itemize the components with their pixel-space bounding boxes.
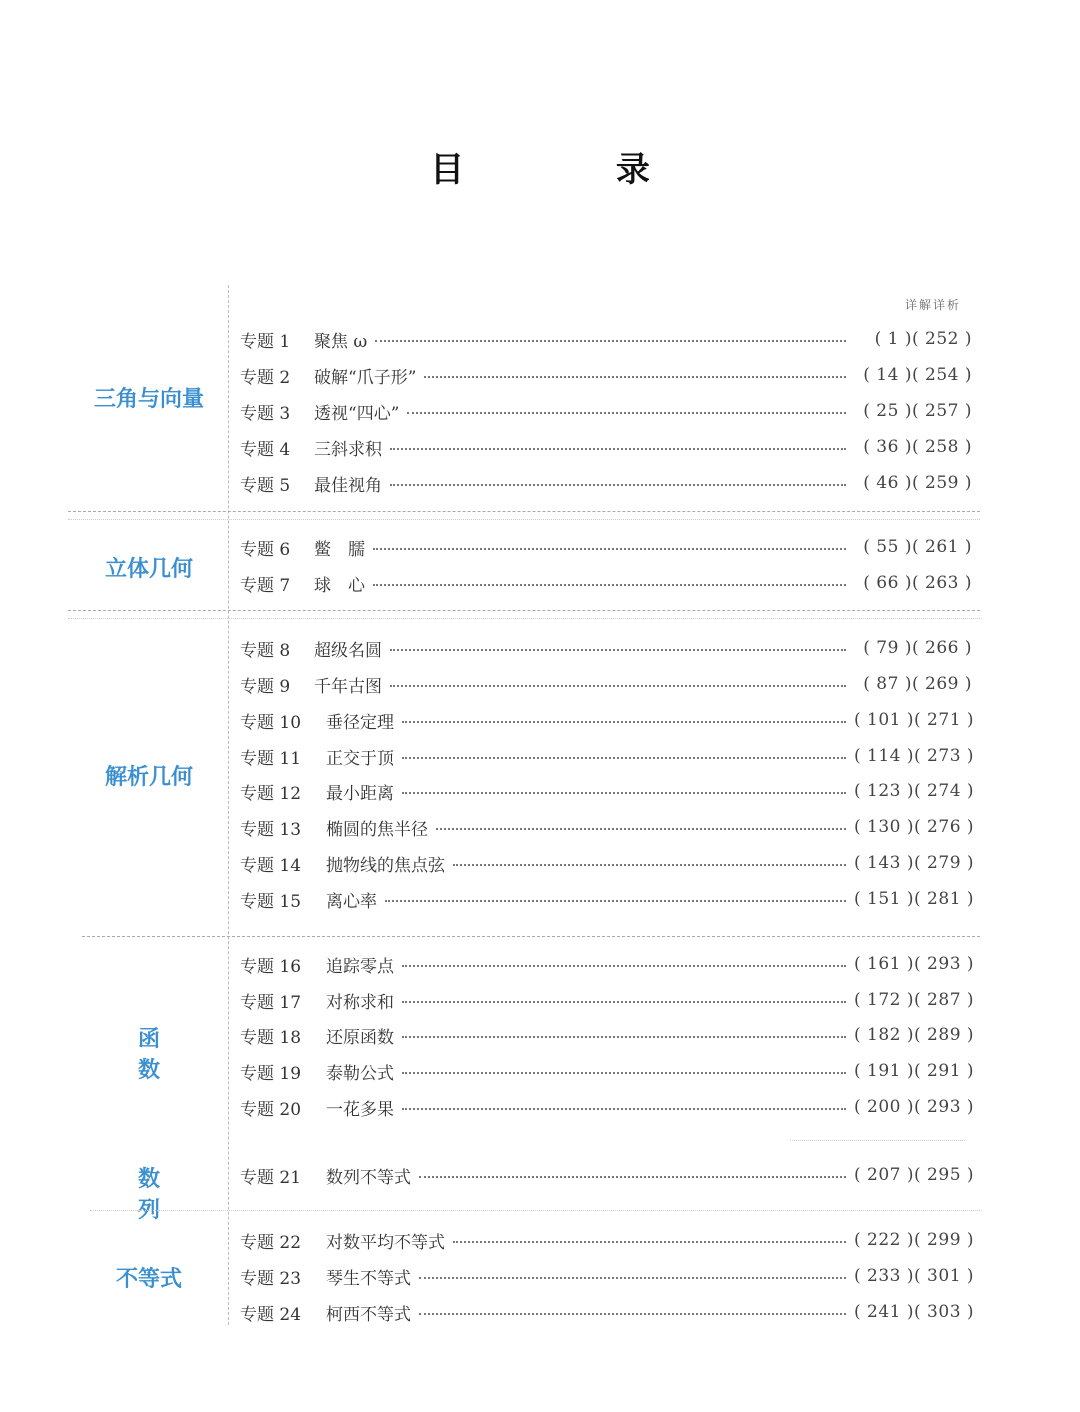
toc-entry[interactable] [240,845,975,881]
entry-number: 专题 11 [240,748,302,769]
entry-pages: ( 172 )( 287 ) [854,990,975,1010]
entry-pages: ( 191 )( 291 ) [854,1061,975,1081]
entry-title: 泰勒公式 [326,1063,394,1084]
entry-pages: ( 114 )( 273 ) [854,746,975,766]
entry-title: 球 心 [314,575,365,596]
entry-number: 专题 24 [240,1304,302,1325]
leader-dots [402,1107,846,1110]
toc-entry[interactable] [240,529,972,565]
entry-pages: ( 87 )( 269 ) [863,674,972,694]
leader-dots [436,827,846,830]
leader-dots [453,863,846,866]
entry-number: 专题 18 [240,1027,302,1048]
entry-title: 椭圆的焦半径 [326,819,428,840]
entry-pages: ( 25 )( 257 ) [863,401,972,421]
toc-entry[interactable] [240,1053,975,1089]
leader-dots [407,411,846,414]
entry-number: 专题 7 [240,575,291,596]
entry-number: 专题 15 [240,891,302,912]
entry-title: 离心率 [326,891,377,912]
toc-entry[interactable] [240,982,975,1018]
entry-pages: ( 241 )( 303 ) [854,1302,975,1322]
toc-entry[interactable] [240,773,975,809]
detail-column-label: 详解详析 [905,298,962,312]
category-solid-geometry: 立体几何 [104,557,193,582]
toc-entry[interactable] [240,946,975,982]
leader-dots [390,447,846,450]
section-separator [90,1210,980,1211]
entry-title: 最佳视角 [314,475,382,496]
entry-number: 专题 6 [240,539,291,560]
entry-number: 专题 22 [240,1232,302,1253]
entry-pages: ( 36 )( 258 ) [863,437,972,457]
entry-pages: ( 55 )( 261 ) [863,537,972,557]
toc-entry[interactable] [240,1089,975,1125]
leader-dots [385,899,846,902]
leader-dots [373,583,846,586]
entry-pages: ( 161 )( 293 ) [854,954,975,974]
toc-entry[interactable] [240,1157,975,1193]
toc-entry[interactable] [240,702,975,738]
entry-number: 专题 4 [240,439,291,460]
toc-entry[interactable] [240,1294,975,1330]
entry-title: 正交于顶 [326,748,394,769]
entry-pages: ( 123 )( 274 ) [854,781,975,801]
leader-dots [424,375,846,378]
category-sequences: 数 列 [137,1167,255,1223]
page-title: 目 录 [430,150,720,190]
entry-number: 专题 17 [240,992,302,1013]
entry-title: 垂径定理 [326,712,394,733]
category-functions: 函 数 [137,1027,255,1083]
entry-title: 最小距离 [326,783,394,804]
entry-title: 破解“爪子形” [314,367,417,388]
toc-entry[interactable] [240,1258,975,1294]
section-separator [68,618,980,619]
leader-dots [402,720,846,723]
leader-dots [402,756,846,759]
entry-number: 专题 23 [240,1268,302,1289]
section-separator [68,511,980,512]
entry-pages: ( 207 )( 295 ) [854,1165,975,1185]
entry-number: 专题 5 [240,475,291,496]
leader-dots [390,684,846,687]
entry-pages: ( 101 )( 271 ) [854,710,975,730]
entry-pages: ( 66 )( 263 ) [863,573,972,593]
entry-number: 专题 13 [240,819,302,840]
entry-title: 一花多果 [326,1099,394,1120]
entry-number: 专题 9 [240,676,291,697]
toc-entry[interactable] [240,1017,975,1053]
leader-dots [419,1175,846,1178]
entry-pages: ( 46 )( 259 ) [863,473,972,493]
leader-dots [390,483,846,486]
entry-title: 鳖 臑 [314,539,365,560]
leader-dots [375,339,846,342]
leader-dots [453,1240,846,1243]
entry-number: 专题 14 [240,855,302,876]
entry-title: 对称求和 [326,992,394,1013]
entry-number: 专题 2 [240,367,291,388]
entry-title: 透视“四心” [314,403,400,424]
toc-entry[interactable] [240,465,972,501]
entry-pages: ( 14 )( 254 ) [863,365,972,385]
entry-title: 对数平均不等式 [326,1232,445,1253]
entry-pages: ( 151 )( 281 ) [854,889,975,909]
entry-title: 琴生不等式 [326,1268,411,1289]
category-trig-vector: 三角与向量 [93,387,204,412]
entry-number: 专题 1 [240,331,291,352]
entry-pages: ( 1 )( 252 ) [874,329,972,349]
entry-title: 超级名圆 [314,640,382,661]
toc-entry[interactable] [240,357,972,393]
leader-dots [402,964,846,967]
entry-title: 追踪零点 [326,956,394,977]
entry-title: 数列不等式 [326,1167,411,1188]
entry-number: 专题 10 [240,712,302,733]
section-separator [790,1140,965,1141]
entry-pages: ( 222 )( 299 ) [854,1230,975,1250]
entry-title: 柯西不等式 [326,1304,411,1325]
entry-pages: ( 79 )( 266 ) [863,638,972,658]
section-separator [68,610,980,611]
leader-dots [402,791,846,794]
toc-entry[interactable] [240,565,972,601]
toc-entry[interactable] [240,321,972,357]
entry-title: 千年古图 [314,676,382,697]
leader-dots [419,1276,846,1279]
entry-number: 专题 3 [240,403,291,424]
entry-number: 专题 21 [240,1167,302,1188]
entry-title: 三斜求积 [314,439,382,460]
section-separator [82,936,980,937]
toc-entry[interactable] [240,429,972,465]
leader-dots [419,1312,846,1315]
entry-pages: ( 182 )( 289 ) [854,1025,975,1045]
entry-number: 专题 12 [240,783,302,804]
entry-number: 专题 8 [240,640,291,661]
toc-entry[interactable] [240,738,975,774]
toc-entry[interactable] [240,881,975,917]
toc-entry[interactable] [240,630,972,666]
category-inequalities: 不等式 [115,1267,182,1292]
entry-number: 专题 19 [240,1063,302,1084]
entry-pages: ( 143 )( 279 ) [854,853,975,873]
entry-title: 聚焦 ω [314,331,368,352]
category-analytic-geometry: 解析几何 [104,765,193,790]
leader-dots [402,1000,846,1003]
leader-dots [390,648,846,651]
toc-entry[interactable] [240,809,975,845]
entry-title: 还原函数 [326,1027,394,1048]
toc-entry[interactable] [240,1222,975,1258]
entry-pages: ( 233 )( 301 ) [854,1266,975,1286]
section-separator [68,519,980,520]
leader-dots [373,547,846,550]
entry-number: 专题 16 [240,956,302,977]
entry-number: 专题 20 [240,1099,302,1120]
toc-entry[interactable] [240,393,972,429]
leader-dots [402,1071,846,1074]
toc-entry[interactable] [240,666,972,702]
entry-title: 抛物线的焦点弦 [326,855,445,876]
entry-pages: ( 200 )( 293 ) [854,1097,975,1117]
entry-pages: ( 130 )( 276 ) [854,817,975,837]
leader-dots [402,1035,846,1038]
